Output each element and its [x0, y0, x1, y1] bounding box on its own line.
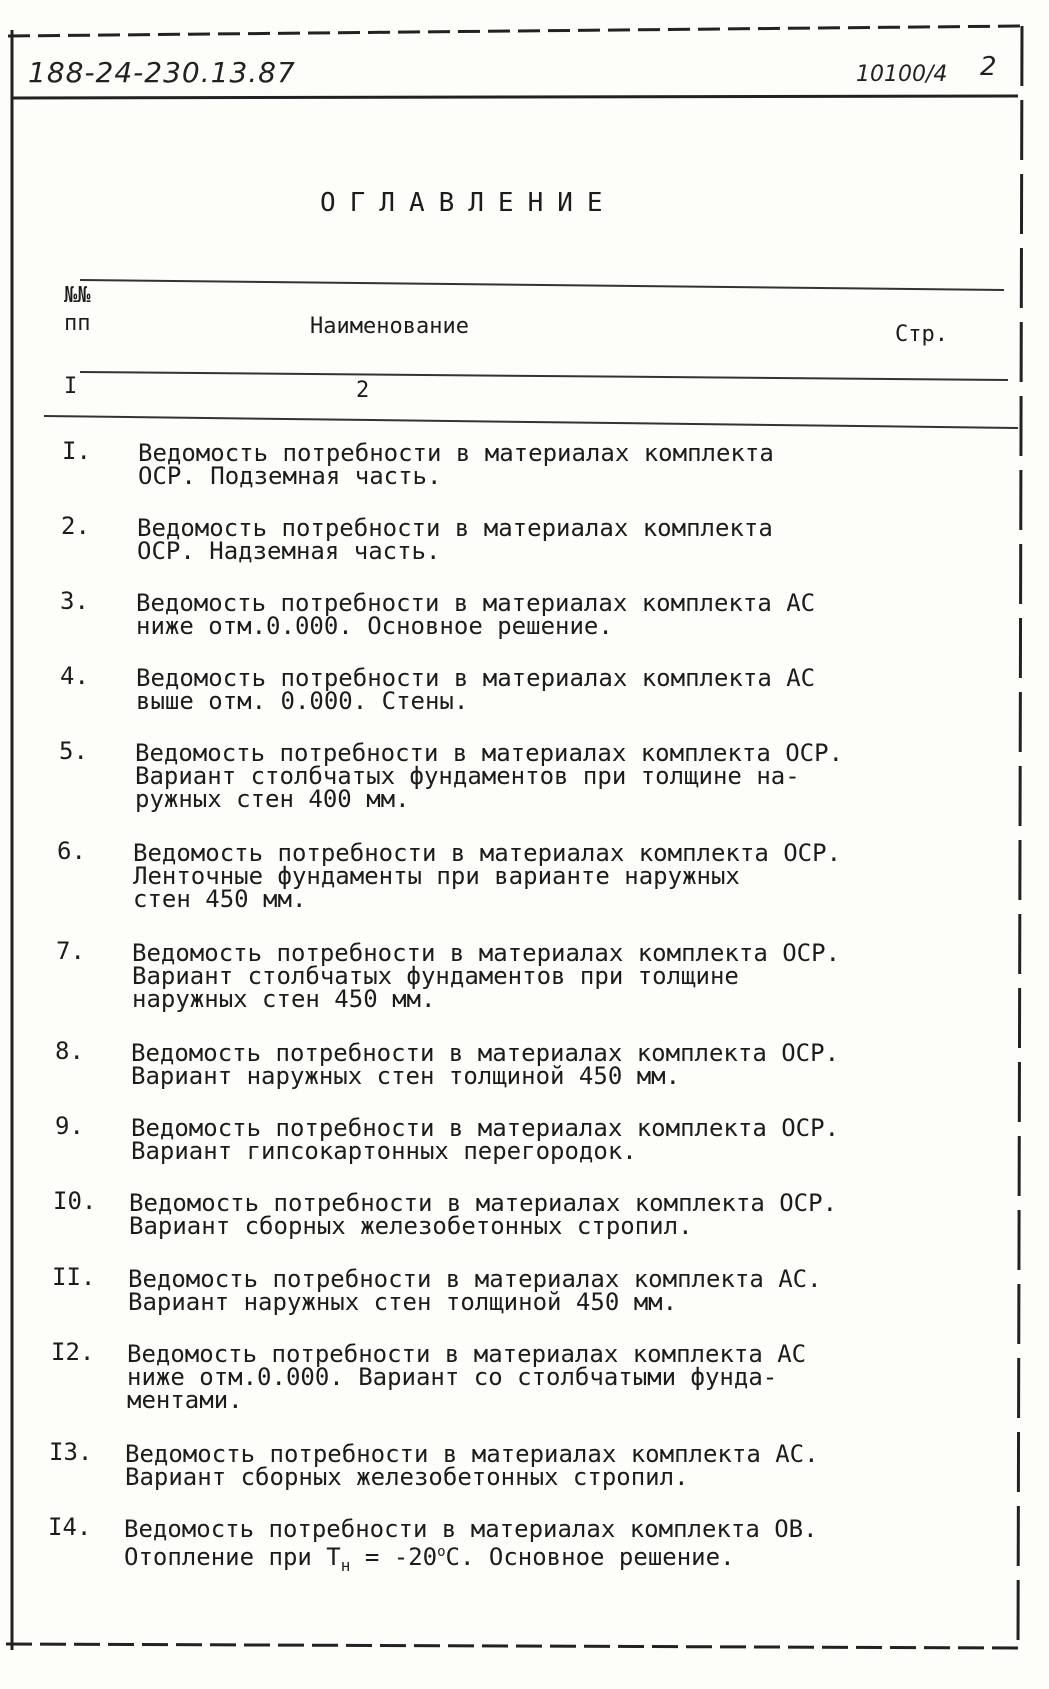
inventory-number: 10100/4 — [856, 62, 948, 87]
item-number: 5. — [59, 737, 88, 765]
item-number: II. — [52, 1263, 96, 1291]
item-text: Ведомость потребности в материалах комплекта ОСР. Вариант столбчатых фундаментов при толщине на- ружных стен 400 мм. — [135, 739, 844, 813]
item-text: Ведомость потребности в материалах комплекта АС выше отм. 0.000. Стены. — [136, 664, 816, 715]
item-number: 9. — [55, 1112, 84, 1140]
item-text — [124, 1515, 884, 1577]
document-code: 188-24-230.13.87 — [28, 56, 296, 89]
item-text: Ведомость потребности в материалах комплекта ОСР. Вариант столбчатых фундаментов при толщине наружных стен 450 мм. — [132, 939, 841, 1013]
item-number: 4. — [60, 662, 89, 690]
item-text: Ведомость потребности в материалах комплекта АС ниже отм.0.000. Вариант со столбчатыми фунда- ментами. — [127, 1340, 807, 1414]
page-number: 2 — [980, 52, 997, 82]
item-text: Ведомость потребности в материалах комплекта ОСР. Вариант гипсокартонных перегородок. — [131, 1114, 840, 1165]
superscript: о — [437, 1544, 446, 1560]
item-text: Ведомость потребности в материалах комплекта АС. Вариант сборных железобетонных стропил. — [125, 1440, 819, 1491]
subscript: н — [340, 1555, 351, 1575]
item-text: Ведомость потребности в материалах комплекта ОСР. Вариант наружных стен толщиной 450 мм. — [131, 1039, 840, 1090]
item-number: 3. — [60, 587, 89, 615]
item-text-line2: Отопление при Т — [124, 1543, 341, 1571]
item-number: I2. — [51, 1338, 95, 1366]
item-number: 2. — [61, 512, 90, 540]
column-header-page: Стр. — [895, 322, 948, 347]
item-number: I0. — [53, 1187, 97, 1215]
item-text: Ведомость потребности в материалах комплекта ОСР. Подземная часть. — [138, 439, 774, 490]
item-text: Ведомость потребности в материалах комплекта ОСР. Надземная часть. — [137, 514, 773, 565]
item-text-line1: Ведомость потребности в материалах комплекта ОВ. — [124, 1515, 818, 1543]
item-text: Ведомость потребности в материалах комплекта ОСР. Ленточные фундаменты при варианте наружных стен 450 мм. — [133, 839, 842, 913]
column-index-1: I — [64, 374, 78, 399]
column-index-2: 2 — [356, 378, 370, 403]
item-number: I. — [62, 437, 91, 465]
item-text: Ведомость потребности в материалах комплекта ОСР. Вариант сборных железобетонных стропил. — [129, 1189, 838, 1240]
item-number: I3. — [49, 1438, 93, 1466]
item-number: 7. — [56, 937, 85, 965]
item-text-rest: С. Основное решение. — [445, 1543, 735, 1571]
item-text: Ведомость потребности в материалах комплекта АС. Вариант наружных стен толщиной 450 мм. — [128, 1265, 822, 1316]
item-number: I4. — [48, 1513, 92, 1541]
item-text-value: = -20 — [350, 1543, 438, 1571]
column-header-name: Наименование — [310, 314, 469, 339]
column-header-number: №№ пп — [64, 283, 91, 336]
item-number: 8. — [55, 1037, 84, 1065]
item-number: 6. — [57, 837, 86, 865]
item-text: Ведомость потребности в материалах комплекта АС ниже отм.0.000. Основное решение. — [136, 589, 816, 640]
page-title: ОГЛАВЛЕНИЕ — [320, 188, 617, 218]
